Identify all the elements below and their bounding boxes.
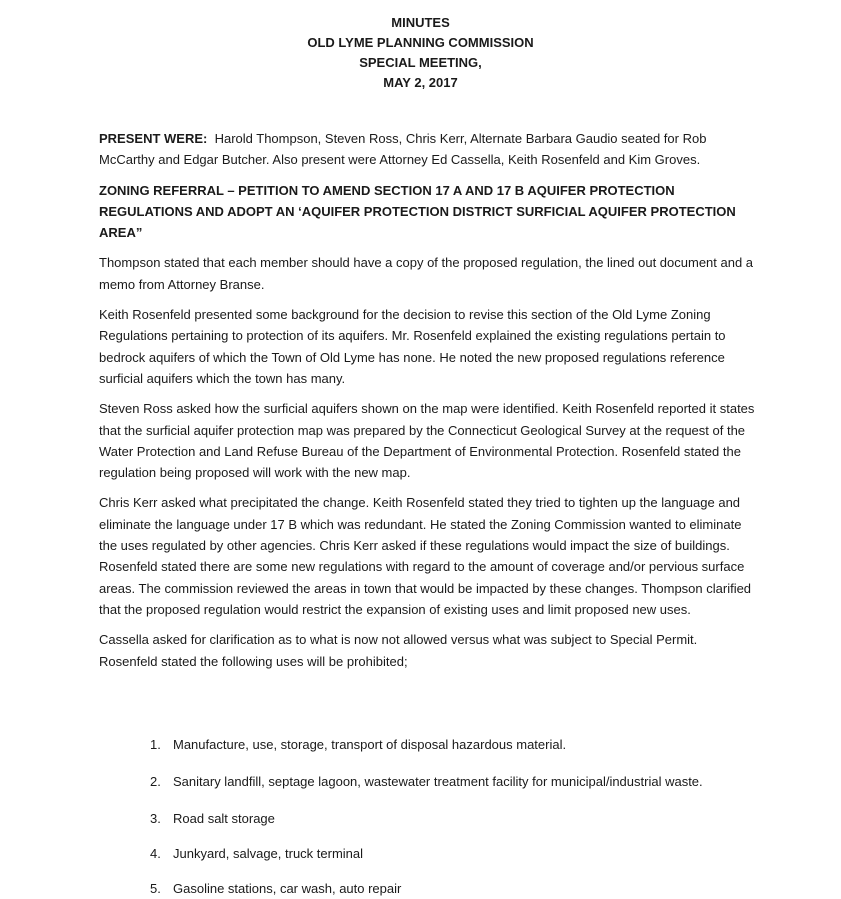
paragraph-3: Steven Ross asked how the surficial aquifers shown on the map were identified. Keith Rosenfeld reported it states that the surficial aquifer protection map was prepared by the Connecticut Geological Survey at the request of the Water Protection and Land Refuse Bureau of the Department of Environmental Protection. Rosenfeld stated the regulation being proposed will work with the new map. [99, 401, 755, 481]
paragraph-2: Keith Rosenfeld presented some background for the decision to revise this section of the Old Lyme Zoning Regulations pertaining to protection of its aquifers. Mr. Rosenfeld explained the existing regulations pertain to bedrock aquifers of which the Town of Old Lyme has none. He noted the new proposed regulations reference surficial aquifers which the town has many. [99, 307, 726, 386]
list-item-number: 3. [150, 811, 161, 826]
list-item-text: Manufacture, use, storage, transport of disposal hazardous material. [173, 737, 567, 752]
present-text: Harold Thompson, Steven Ross, Chris Kerr, Alternate Barbara Gaudio seated for Rob McCarthy and Edgar Butcher. Also present were Attorney Ed Cassella, Keith Rosenfeld and Kim Groves. [99, 131, 707, 168]
list-item-text: Gasoline stations, car wash, auto repair [173, 881, 402, 896]
section-heading: ZONING REFERRAL – PETITION TO AMEND SECTION 17 A AND 17 B AQUIFER PROTECTION REGULATIONS AND ADOPT AN ‘AQUIFER PROTECTION DISTRICT SURFICIAL AQUIFER PROTECTION AREA” [99, 182, 736, 241]
document-header [0, 13, 841, 93]
document-body [99, 128, 759, 681]
present-paragraph [99, 128, 759, 171]
header-meeting-type: SPECIAL MEETING, [359, 55, 482, 70]
list-item-number: 5. [150, 881, 161, 896]
list-item-number: 2. [150, 774, 161, 789]
paragraph-4: Chris Kerr asked what precipitated the change. Keith Rosenfeld stated they tried to tighten up the language and eliminate the language under 17 B which was redundant. He stated the Zoning Commission wanted to eliminate the uses regulated by other agencies. Chris Kerr asked if these regulations would impact the size of buildings. Rosenfeld stated there are some new regulations with regard to the amount of coverage and/or pervious surface areas. The commission reviewed the areas in town that would be impacted by these changes. Thompson clarified that the proposed regulation would restrict the expansion of existing uses and limit proposed new uses. [99, 495, 752, 617]
header-title: MINUTES [391, 15, 450, 30]
list-item-text: Junkyard, salvage, truck terminal [173, 846, 364, 861]
present-label: PRESENT WERE: [99, 131, 208, 146]
list-item-text: Road salt storage [173, 811, 275, 826]
paragraph-5: Cassella asked for clarification as to what is now not allowed versus what was subject to Special Permit. Rosenfeld stated the following uses will be prohibited; [99, 632, 698, 669]
list-item-text: Sanitary landfill, septage lagoon, wastewater treatment facility for municipal/industrial waste. [173, 774, 703, 789]
list-item-number: 4. [150, 846, 161, 861]
header-organization: OLD LYME PLANNING COMMISSION [307, 35, 534, 50]
header-date: MAY 2, 2017 [383, 75, 458, 90]
paragraph-1: Thompson stated that each member should have a copy of the proposed regulation, the lined out document and a memo from Attorney Branse. [99, 255, 754, 292]
list-item-number: 1. [150, 737, 161, 752]
